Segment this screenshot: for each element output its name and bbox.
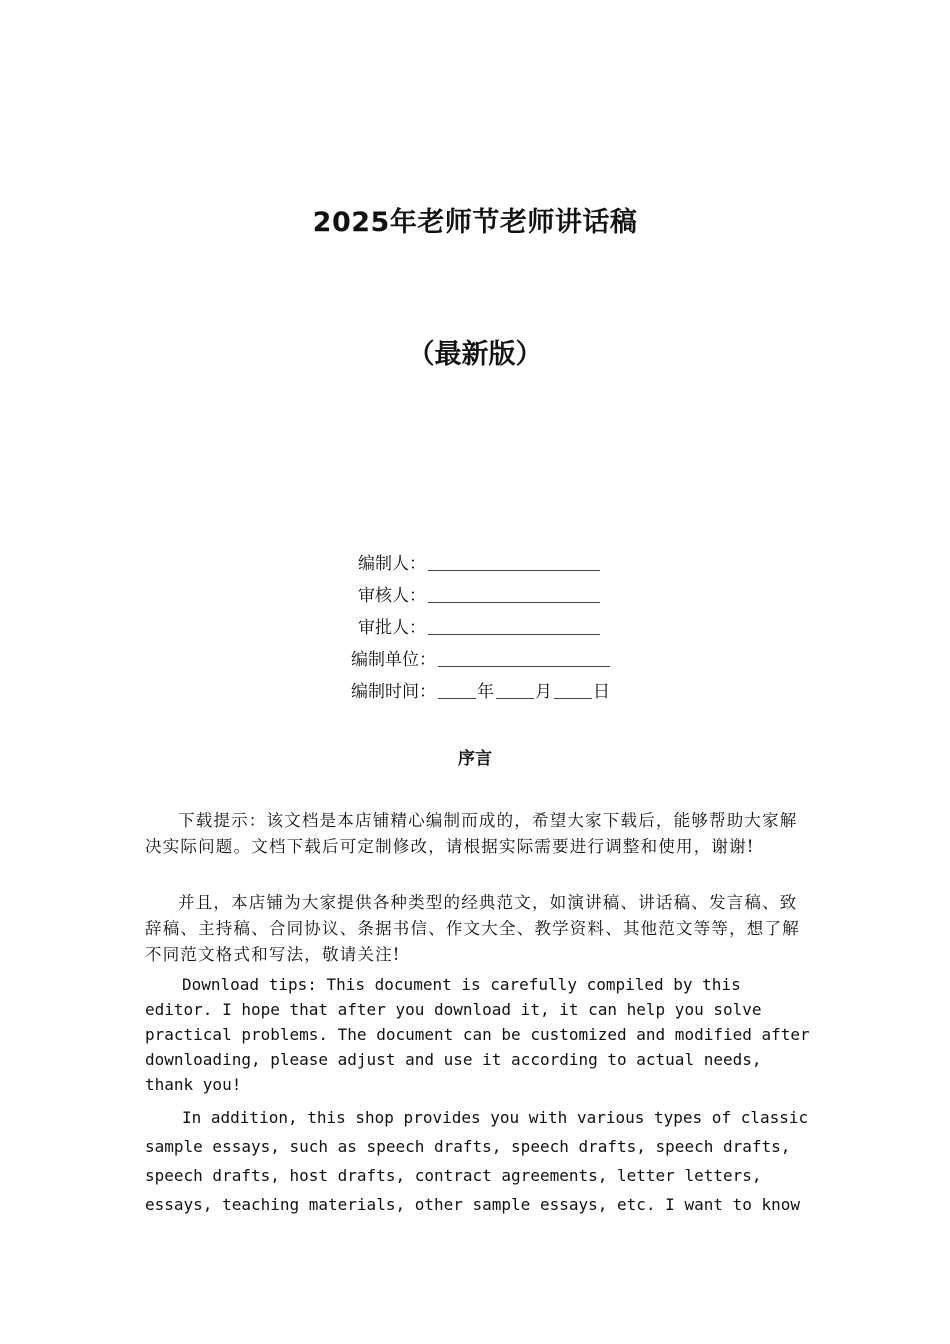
editor-field-line <box>428 570 600 571</box>
reviewer-row <box>0 580 950 612</box>
document-title: 2025年老师节老师讲话稿 <box>312 207 638 238</box>
year-label: 年 <box>477 682 494 702</box>
reviewer-field-line <box>428 602 600 603</box>
approver-label: 审批人： <box>358 618 426 638</box>
preface-zh-paragraph-2: 并且，本店铺为大家提供各种类型的经典范文，如演讲稿、讲话稿、发言稿、致辞稿、主持稿、合同协议、条据书信、作文大全、教学资料、其他范文等等，想了解不同范文格式和写法，敬请关注! <box>145 893 800 964</box>
time-label: 编制时间： <box>351 682 436 702</box>
preface-en-para-1-block <box>145 972 810 1097</box>
unit-field-line <box>438 666 610 667</box>
preface-heading: 序言 <box>458 749 492 769</box>
preface-zh-para-1-block <box>145 808 810 860</box>
unit-label: 编制单位： <box>351 650 436 670</box>
unit-row <box>0 644 950 676</box>
approver-field-line <box>428 634 600 635</box>
reviewer-label: 审核人： <box>358 586 426 606</box>
month-field-line <box>496 698 534 699</box>
editor-row <box>0 548 950 580</box>
document-subtitle: （最新版） <box>407 339 543 370</box>
preface-en-paragraph-1: Download tips: This document is carefully compiled by this editor. I hope that after you download it, it can help you solve practical problems. The document can be customized and modified after downloading, please adjust and use it according to actual needs, thank you! <box>145 975 810 1094</box>
preface-en-paragraph-2: In addition, this shop provides you with various types of classic sample essays, such as speech drafts, speech drafts, speech drafts, speech drafts, host drafts, contract agreements, letter letters, essays, teaching materials, other sample essays, etc. I want to know <box>145 1108 809 1214</box>
year-field-line <box>438 698 476 699</box>
approval-form <box>0 548 950 708</box>
time-row <box>0 676 950 708</box>
preface-zh-paragraph-1: 下载提示：该文档是本店铺精心编制而成的，希望大家下载后，能够帮助大家解决实际问题。文档下载后可定制修改，请根据实际需要进行调整和使用，谢谢! <box>145 811 798 856</box>
approver-row <box>0 612 950 644</box>
preface-en-para-2-block <box>145 1103 810 1219</box>
day-label: 日 <box>593 682 610 702</box>
editor-label: 编制人： <box>358 554 426 574</box>
day-field-line <box>554 698 592 699</box>
month-label: 月 <box>535 682 552 702</box>
preface-zh-para-2-block <box>145 890 810 968</box>
